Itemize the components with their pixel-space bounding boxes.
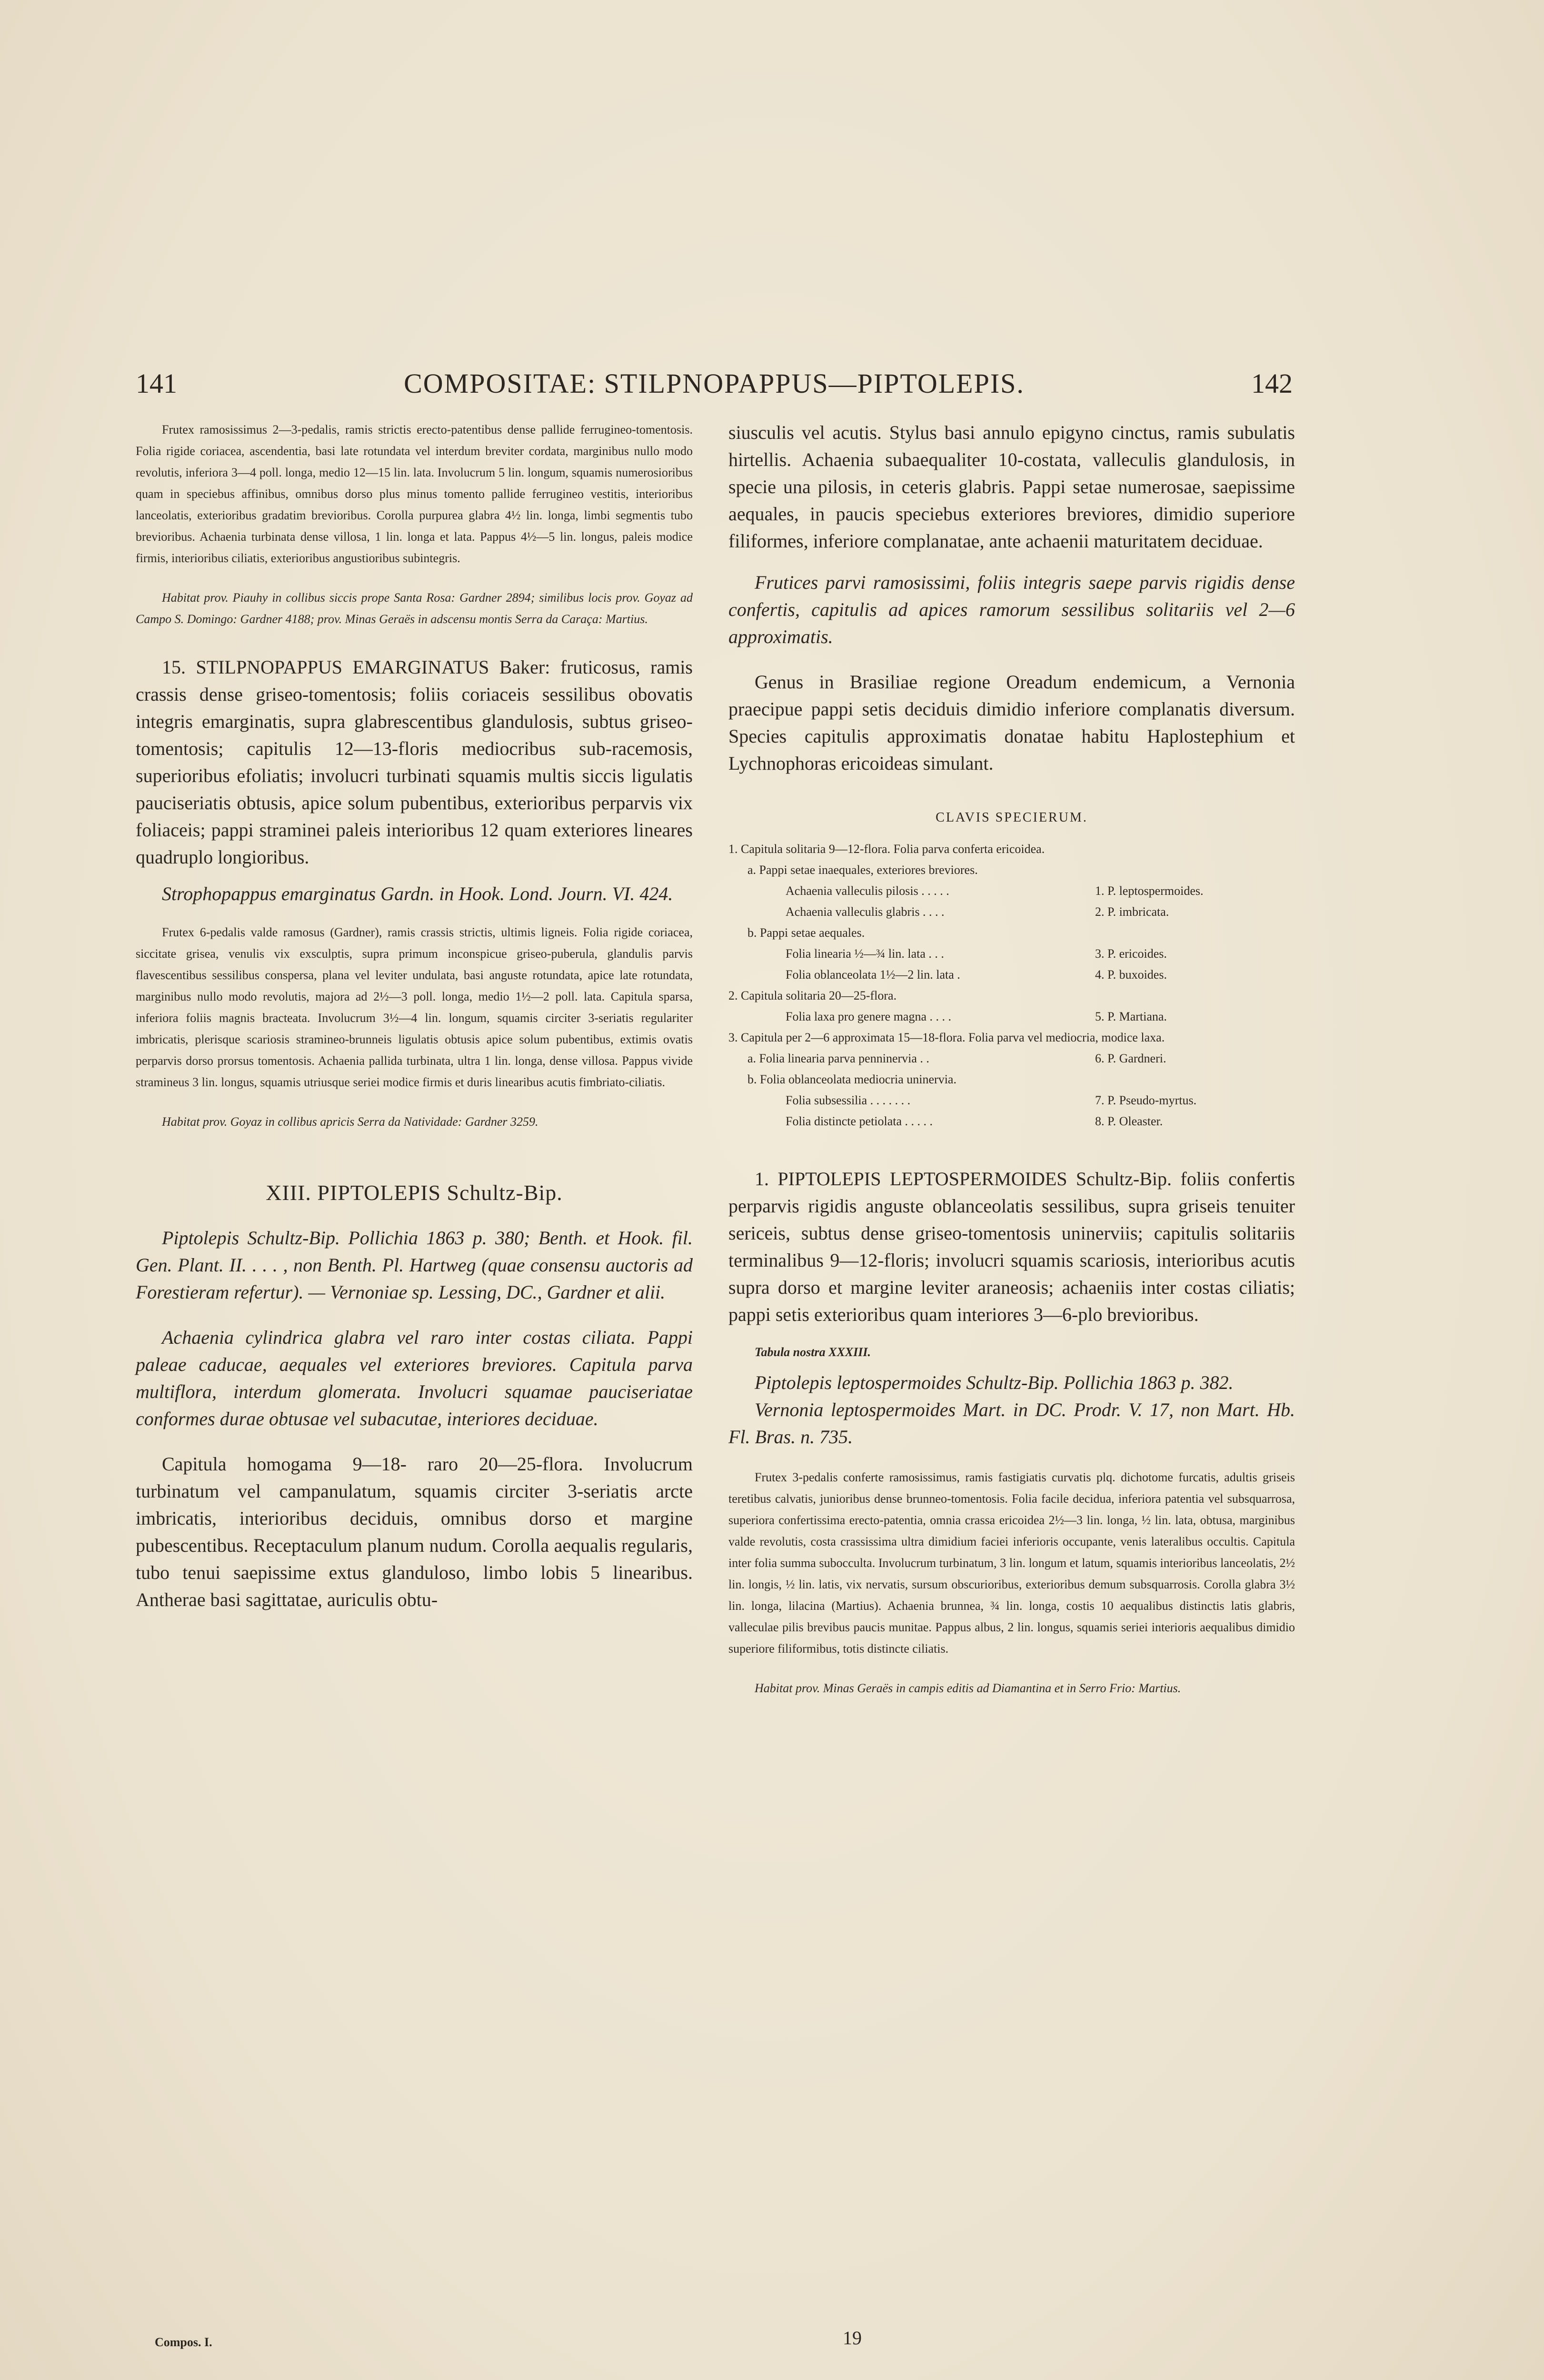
running-title: COMPOSITAE: STILPNOPAPPUS—PIPTOLEPIS. — [404, 368, 1025, 399]
key-lead: Achaenia valleculis pilosis . . . . . — [786, 884, 949, 898]
key-lead: Folia laxa pro genere magna . . . . — [786, 1010, 951, 1023]
key-lead: Achaenia valleculis glabris . . . . — [786, 905, 945, 919]
description-sp14: Frutex ramosissimus 2—3-pedalis, ramis strictis erecto-patentibus dense pallide ferrugineo-tomentosis. Folia rigide coriacea, ascendentia, basi late rotundata vel interdum breviter cordata, marginibus nullo modo revolutis, inferiora 3—4 poll. longa, medio 12—15 lin. lata. Involucrum 5 lin. longum, squamis numerosioribus quam in speciebus affinibus, omnibus dorso plus minus tomento pallide ferrugineo vestitis, interioribus lanceolatis, exterioribus gradatim brevioribus. Corolla purpurea glabra 4½ lin. longa, limbi segmentis tubo brevioribus. Achaenia turbinata dense villosa, 1 lin. longa et lata. Pappus 4½—5 lin. longus, paleis modice firmis, interioribus ciliatis, exterioribus angustioribus subintegris. — [136, 423, 693, 565]
key-result: 5. P. Martiana. — [1095, 1010, 1167, 1023]
key-row — [728, 860, 1295, 881]
genus-note: Genus in Brasiliae regione Oreadum endemicum, a Vernonia praecipue pappi setis deciduis dimidio inferiore complanatis diversum. Species capitulis approximatis donatae habitu Haplostephium et Lychnophoras ericoideas simulant. — [728, 671, 1295, 774]
footer-volume: Compos. I. — [155, 2335, 212, 2349]
footer-signature: 19 — [843, 2327, 862, 2349]
key-title: CLAVIS SPECIERUM. — [936, 810, 1088, 825]
page-header — [136, 367, 1293, 401]
key-result: 6. P. Gardneri. — [1095, 1051, 1166, 1065]
habitat-sp14: Habitat prov. Piauhy in collibus siccis prope Santa Rosa: Gardner 2894; similibus locis prov. Goyaz ad Campo S. Domingo: Gardner 4188; prov. Minas Geraës in adscensu montis Serra da Caraça: Martius. — [136, 591, 693, 626]
genus-description-continued: siusculis vel acutis. Stylus basi annulo epigyno cinctus, ramis subulatis hirtellis. Achaenia subaequaliter 10-costata, valleculis glandulosis, in specie una pilosis, in ceteris glabris. Pappi setae numerosae, saepissime aequales, in paucis speciebus exteriores breviores, dimidio superiore filiformes, inferiore complanatae, ante achaenii maturitatem deciduae. — [728, 422, 1295, 552]
species-key — [728, 839, 1295, 1132]
key-lead: 2. Capitula solitaria 20—25-flora. — [728, 989, 897, 1002]
key-row — [728, 902, 1295, 922]
key-result: 3. P. ericoides. — [1095, 947, 1167, 961]
key-result: 4. P. buxoides. — [1095, 968, 1167, 982]
key-row — [728, 1027, 1295, 1048]
key-row — [728, 881, 1295, 902]
species-1-diagnosis: 1. PIPTOLEPIS LEPTOSPERMOIDES Schultz-Bip. foliis confertis perparvis rigidis anguste oblanceolatis sessilibus, supra griseis tenuiter sericeis, subtus dense griseo-tomentosis uninerviis; capitulis solitariis terminalibus 9—12-floris; involucri squamis scariosis, interioribus acutis supra dorso et margine leviter araneosis; achaeniis inter costas ciliatis; pappi setis exterioribus quam interiores 3—6-plo brevioribus. — [728, 1168, 1295, 1325]
key-row — [728, 922, 1295, 943]
key-row — [728, 964, 1295, 985]
genus-diagnosis: Achaenia cylindrica glabra vel raro inter costas ciliata. Pappi paleae caducae, aequales vel exteriores breviores. Capitula parva multiflora, interdum glomerata. Involucri squamae pauciseriatae conformes durae obtusae vel subacutae, interiores deciduae. — [136, 1327, 693, 1429]
key-result: 8. P. Oleaster. — [1095, 1114, 1163, 1128]
key-lead: b. Folia oblanceolata mediocria uninervia. — [747, 1072, 956, 1086]
species-15-diagnosis: 15. STILPNOPAPPUS EMARGINATUS Baker: fruticosus, ramis crassis dense griseo-tomentosis; foliis coriaceis sessilibus obovatis integris emarginatis, supra glabrescentibus glandulosis, subtus griseo-tomentosis; capitulis 12—13-floris mediocribus sub-racemosis, superioribus efoliatis; involucri turbinati squamis multis siccis ligulatis pauciseriatis obtusis, apice solum pubentibus, exterioribus perparvis vix foliaceis; pappi straminei paleis interioribus 12 quam exteriores lineares quadruplo longioribus. — [136, 656, 693, 868]
left-column — [136, 419, 693, 1613]
key-row — [728, 1090, 1295, 1111]
genus-section-heading: XIII. PIPTOLEPIS Schultz-Bip. — [266, 1180, 563, 1205]
page-number-left: 141 — [136, 368, 177, 399]
key-lead: a. Folia linearia parva penninervia . . — [747, 1051, 929, 1065]
right-column — [728, 419, 1295, 1699]
key-result: 7. P. Pseudo-myrtus. — [1095, 1093, 1197, 1107]
species-15-synonym: Strophopappus emarginatus Gardn. in Hook. Lond. Journ. VI. 424. — [162, 883, 673, 904]
key-lead: Folia oblanceolata 1½—2 lin. lata . — [786, 968, 960, 982]
description-sp1: Frutex 3-pedalis conferte ramosissimus, ramis fastigiatis curvatis plq. dichotome furcatis, adultis griseis teretibus calvatis, junioribus dense brunneo-tomentosis. Folia facile decidua, inferiora patentia vel subsquarrosa, superiora confertissima erecto-patentia, omnia crassa ericoidea 2½—3 lin. longa, ½ lin. lata, obtusa, marginibus valde revolutis, costa crassissima ultra dimidium faciei inferioris occupante, venis lateralibus occultis. Capitula inter folia summa subocculta. Involucrum turbinatum, 3 lin. longum et latum, squamis interioribus lanceolatis, 2½ lin. longis, ½ lin. latis, vix nervatis, sursum obscurioribus, exterioribus demum subsquarrosis. Corolla glabra 3½ lin. longa, lilacina (Martius). Achaenia brunnea, ¾ lin. longa, costis 10 aequalibus distinctis latis glabris, valleculae pilis brevibus paucis munitae. Pappus albus, 2 lin. longus, squamis seriei interioris aequalibus dimidio superiore filiformibus, totis distincte ciliatis. — [728, 1470, 1295, 1656]
key-row — [728, 985, 1295, 1006]
description-sp15: Frutex 6-pedalis valde ramosus (Gardner), ramis crassis strictis, ultimis ligneis. Folia rigide coriacea, siccitate grisea, venulis vix exsculptis, supra primum inconspicue griseo-puberula, glandulis parvis flavescentibus sessilibus conspersa, plana vel leviter undulata, basi anguste rotundata, apice late rotundata, marginibus nullo modo revolutis, majora ad 2½—3 poll. longa, medio 1½—2 poll. lata. Capitula sparsa, inferiora foliis magnis bracteata. Involucrum 3½—4 lin. longum, squamis circiter 3-seriatis regulariter imbricatis, plerisque scariosis stramineo-brunneis ligulatis obtusis apice solum pubentibus, extimis ovatis perparvis dorso prorsus tomentosis. Achaenia pallida turbinata, ultra 1 lin. longa, dense villosa. Pappus vivide stramineus 3 lin. longus, squamis utriusque seriei modice firmis et duris linearibus acutis fimbriato-ciliatis. — [136, 925, 693, 1089]
genus-synonymy: Piptolepis Schultz-Bip. Pollichia 1863 p. 380; Benth. et Hook. fil. Gen. Plant. II. . . . , non Benth. Pl. Hartweg (quae consensu auctoris ad Forestieram refertur). — Vernoniae sp. Lessing, DC., Gardner et alii. — [136, 1227, 693, 1303]
habit-diagnosis: Frutices parvi ramosissimi, foliis integris saepe parvis rigidis dense confertis, capitulis ad apices ramorum sessilibus solitariis vel 2—6 approximatis. — [728, 572, 1295, 647]
key-row — [728, 1006, 1295, 1027]
key-lead: Folia linearia ½—¾ lin. lata . . . — [786, 947, 944, 961]
key-lead: a. Pappi setae inaequales, exteriores breviores. — [747, 863, 978, 877]
key-lead: Folia subsessilia . . . . . . . — [786, 1093, 911, 1107]
key-row — [728, 1048, 1295, 1069]
key-row — [728, 943, 1295, 964]
habitat-sp1: Habitat prov. Minas Geraës in campis editis ad Diamantina et in Serro Frio: Martius. — [755, 1681, 1181, 1695]
key-lead: 3. Capitula per 2—6 approximata 15—18-flora. Folia parva vel mediocria, modice laxa. — [728, 1031, 1165, 1044]
genus-description: Capitula homogama 9—18- raro 20—25-flora. Involucrum turbinatum vel campanulatum, squamis circiter 3-seriatis arcte imbricatis, interioribus deciduis, omnibus dorso et margine pubescentibus. Receptaculum planum nudum. Corolla aequalis regularis, tubo tenui saepissime extus glanduloso, limbo lobis 5 linearibus. Antherae basi sagittatae, auriculis obtu- — [136, 1453, 693, 1610]
key-row — [728, 1111, 1295, 1132]
key-row — [728, 839, 1295, 860]
species-1-synonym-b: Vernonia leptospermoides Mart. in DC. Prodr. V. 17, non Mart. Hb. Fl. Bras. n. 735. — [728, 1399, 1295, 1448]
page-number-right: 142 — [1251, 368, 1293, 399]
key-lead: 1. Capitula solitaria 9—12-flora. Folia parva conferta ericoidea. — [728, 842, 1045, 856]
key-row — [728, 1069, 1295, 1090]
key-lead: Folia distincte petiolata . . . . . — [786, 1114, 933, 1128]
species-1-synonym-a: Piptolepis leptospermoides Schultz-Bip. Pollichia 1863 p. 382. — [755, 1372, 1234, 1393]
key-lead: b. Pappi setae aequales. — [747, 926, 865, 940]
plate-reference: Tabula nostra XXXIII. — [755, 1345, 871, 1359]
habitat-sp15: Habitat prov. Goyaz in collibus apricis Serra da Natividade: Gardner 3259. — [162, 1115, 538, 1129]
key-result: 2. P. imbricata. — [1095, 905, 1169, 919]
key-result: 1. P. leptospermoides. — [1095, 884, 1204, 898]
